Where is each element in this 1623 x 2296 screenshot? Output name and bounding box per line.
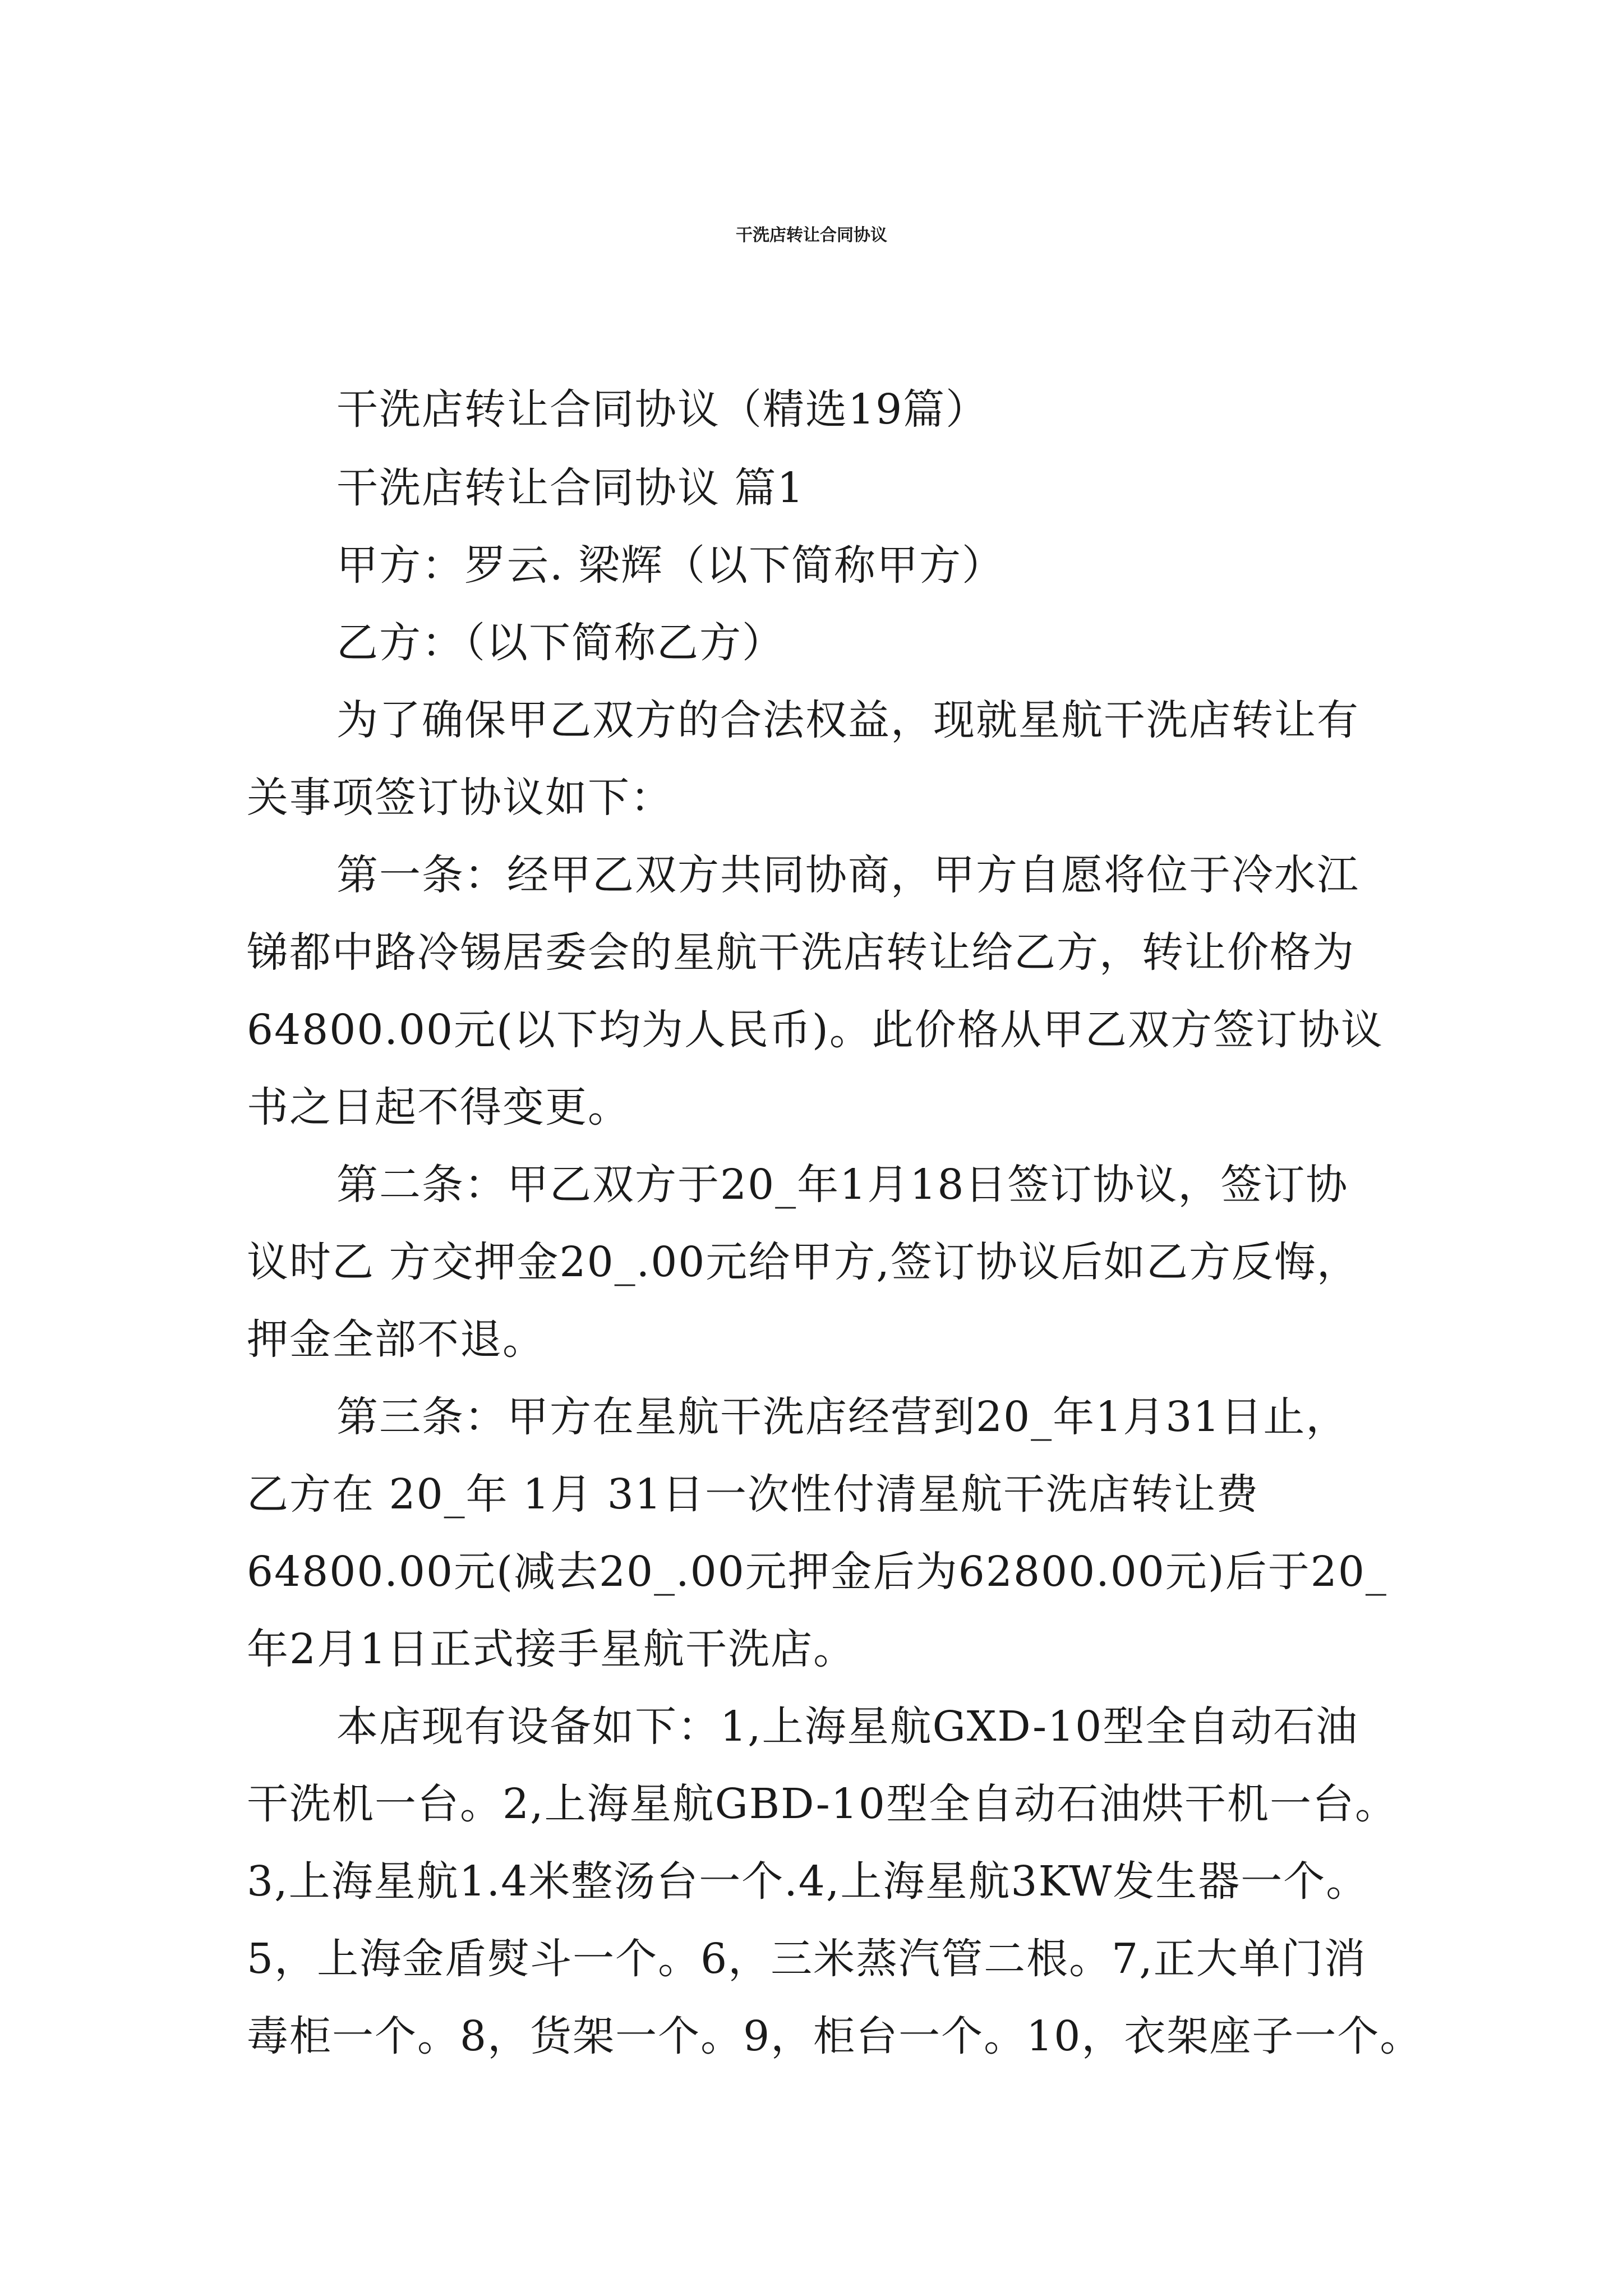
body-line: 议时乙 方交押金20_.00元给甲方,签订协议后如乙方反悔，: [247, 1238, 1359, 1286]
body-line: 押金全部不退。: [247, 1315, 545, 1364]
body-line: 为了确保甲乙双方的合法权益，现就星航干洗店转让有: [336, 696, 1359, 744]
party-a-line: 甲方：罗云. 梁辉（以下简称甲方）: [336, 541, 1005, 590]
body-line: 锑都中路冷锡居委会的星航干洗店转让给乙方，转让价格为: [247, 928, 1355, 977]
body-line: 本店现有设备如下：1,上海星航GXD-10型全自动石油: [336, 1703, 1359, 1751]
body-line: 第二条：甲乙双方于20_年1月18日签订协议，签订协: [336, 1161, 1349, 1209]
body-line: 乙方在 20_年 1月 31日一次性付清星航干洗店转让费: [247, 1470, 1259, 1519]
body-line: 干洗机一台。2,上海星航GBD-10型全自动石油烘干机一台。: [247, 1780, 1398, 1828]
body-line: 64800.00元(以下均为人民币)。此价格从甲乙双方签订协议: [247, 1006, 1384, 1054]
body-line: 5，上海金盾熨斗一个。6，三米蒸汽管二根。7,正大单门消: [247, 1935, 1367, 1983]
body-line: 书之日起不得变更。: [247, 1083, 630, 1131]
subtitle-line: 干洗店转让合同协议（精选19篇）: [336, 385, 989, 434]
body-line: 毒柜一个。8，货架一个。9，柜台一个。10，衣架座子一个。: [247, 2012, 1423, 2060]
body-line: 第三条：甲方在星航干洗店经营到20_年1月31日止，: [336, 1393, 1349, 1441]
body-line: 3,上海星航1.4米整汤台一个.4,上海星航3KW发生器一个。: [247, 1857, 1369, 1906]
body-line: 关事项签订协议如下：: [247, 774, 673, 822]
party-b-line: 乙方：（以下简称乙方）: [336, 619, 785, 667]
document-title: 干洗店转让合同协议: [736, 226, 887, 245]
body-line: 年2月1日正式接手星航干洗店。: [247, 1625, 856, 1673]
section-heading: 干洗店转让合同协议 篇1: [336, 464, 805, 512]
body-line: 第一条：经甲乙双方共同协商，甲方自愿将位于冷水江: [336, 851, 1359, 899]
body-line: 64800.00元(减去20_.00元押金后为62800.00元)后于20_: [247, 1548, 1387, 1596]
